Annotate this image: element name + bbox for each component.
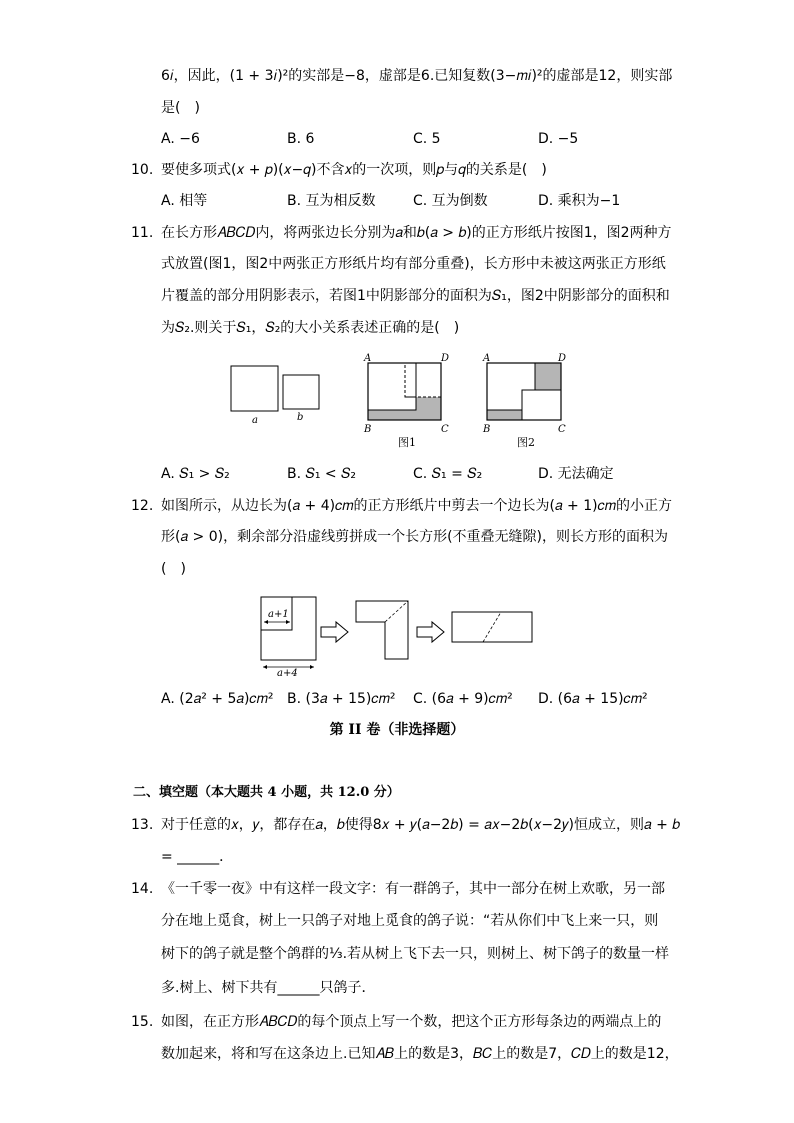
q13-text-line1: 对于任意的𝑥，𝑦，都存在𝑎，𝑏使得8𝑥 + 𝑦(𝑎−2𝑏) = 𝑎𝑥−2𝑏(𝑥−2𝑦)恒成立，则𝑎 + 𝑏 <box>161 817 681 833</box>
q10-option-c[interactable]: C. 互为倒数 <box>413 193 488 209</box>
q11-text-line1: 在长方形𝐴𝐵𝐶𝐷内，将两张边长分别为𝑎和𝑏(𝑎 > 𝑏)的正方形纸片按图1，图2两种方 <box>161 225 672 241</box>
q11-text-line3: 片覆盖的部分用阴影表示，若图1中阴影部分的面积为𝑆₁，图2中阴影部分的面积和 <box>161 288 670 304</box>
q15-text-line1: 如图，在正方形𝐴𝐵𝐶𝐷的每个顶点上写一个数，把这个正方形每条边的两端点上的 <box>161 1014 662 1030</box>
q11-text-line2: 式放置(图1，图2中两张正方形纸片均有部分重叠)，长方形中未被这两张正方形纸 <box>161 256 666 272</box>
q12-number: 12. <box>131 498 154 514</box>
q13-text-line2[interactable]: = ______． <box>161 849 234 865</box>
fig2-label-D: D <box>558 353 567 364</box>
square-b-label: b <box>297 412 304 423</box>
q13-number: 13. <box>131 817 154 833</box>
q10-number: 10. <box>131 162 154 178</box>
q14-text-line4[interactable]: 多.树上、树下共有______只鸽子． <box>161 980 376 996</box>
arrow-right-icon-2 <box>417 622 444 642</box>
q12-label-a4: a+4 <box>277 668 298 679</box>
q9-text-line1: 6𝑖，因此，(1 + 3𝑖)²的实部是−8，虚部是6.已知复数(3−𝑚𝑖)²的虚部是12，则实部 <box>161 68 673 84</box>
q9-option-a[interactable]: A. −6 <box>161 131 200 147</box>
fig2-label-B: B <box>483 424 491 435</box>
q10-option-b[interactable]: B. 互为相反数 <box>287 193 376 209</box>
q12-l-shape <box>356 601 408 659</box>
q11-figure <box>225 350 585 452</box>
q12-option-c[interactable]: C. (6𝑎 + 9)𝑐𝑚² <box>413 691 513 707</box>
fig1-label-A: A <box>364 353 372 364</box>
q9-option-d[interactable]: D. −5 <box>538 131 579 147</box>
arrow-right-icon <box>321 622 348 642</box>
figure1 <box>363 353 449 449</box>
fig2-label-A: A <box>483 353 491 364</box>
q11-option-b[interactable]: B. 𝑆₁ < 𝑆₂ <box>287 466 357 482</box>
fig1-shade-bottom <box>368 410 416 420</box>
q12-option-b[interactable]: B. (3𝑎 + 15)𝑐𝑚² <box>287 691 396 707</box>
q12-option-a[interactable]: A. (2𝑎² + 5𝑎)𝑐𝑚² <box>161 691 274 707</box>
fig1-caption: 图1 <box>398 436 416 449</box>
part2-title: 第 II 卷（非选择题） <box>329 722 465 738</box>
q14-text-line1: 《一千零一夜》中有这样一段文字：有一群鸽子，其中一部分在树上欢歌，另一部 <box>161 881 665 897</box>
q11-number: 11. <box>131 225 154 241</box>
q12-big-square <box>261 597 316 660</box>
q12-option-d[interactable]: D. (6𝑎 + 15)𝑐𝑚² <box>538 691 648 707</box>
square-a-label: a <box>252 415 258 426</box>
q11-option-c[interactable]: C. 𝑆₁ = 𝑆₂ <box>413 466 483 482</box>
q10-text-line1: 要使多项式(𝑥 + 𝑝)(𝑥−𝑞)不含𝑥的一次项，则𝑝与𝑞的关系是( ) <box>161 162 547 178</box>
section2-heading: 二、填空题（本大题共 4 小题，共 12.0 分） <box>133 785 400 800</box>
fig1-label-B: B <box>364 424 372 435</box>
square-b-shape <box>283 375 319 409</box>
q15-text-line2: 数加起来，将和写在这条边上.已知𝐴𝐵上的数是3，𝐵𝐶上的数是7，𝐶𝐷上的数是12， <box>161 1046 679 1062</box>
fig2-caption: 图2 <box>517 436 535 449</box>
q14-number: 14. <box>131 881 154 897</box>
fig2-shade-bottomleft <box>487 410 522 420</box>
fig1-shade-right <box>416 397 441 420</box>
q11-text-line4: 为𝑆₂.则关于𝑆₁，𝑆₂的大小关系表述正确的是( ) <box>161 320 460 336</box>
fig1-label-D: D <box>441 353 450 364</box>
q11-option-a[interactable]: A. 𝑆₁ > 𝑆₂ <box>161 466 230 482</box>
figure2 <box>482 353 566 449</box>
fig2-label-C: C <box>558 424 566 435</box>
q11-option-d[interactable]: D. 无法确定 <box>538 466 614 482</box>
q12-figure <box>255 594 545 680</box>
q9-option-c[interactable]: C. 5 <box>413 131 441 147</box>
q14-text-line2: 分在地上觅食，树上一只鸽子对地上觅食的鸽子说：“若从你们中飞上来一只，则 <box>161 913 659 929</box>
q15-number: 15. <box>131 1014 154 1030</box>
q10-option-d[interactable]: D. 乘积为−1 <box>538 193 621 209</box>
q12-text-line1: 如图所示，从边长为(𝑎 + 4)𝑐𝑚的正方形纸片中剪去一个边长为(𝑎 + 1)𝑐𝑚的小正方 <box>161 498 673 514</box>
square-a-shape <box>231 366 278 411</box>
q12-label-a1: a+1 <box>268 609 289 620</box>
q12-text-line3: ( ) <box>161 561 186 577</box>
q9-text-line2: 是( ) <box>161 100 200 116</box>
q10-option-a[interactable]: A. 相等 <box>161 193 208 209</box>
q12-text-line2: 形(𝑎 > 0)，剩余部分沿虚线剪拼成一个长方形(不重叠无缝隙)，则长方形的面积为 <box>161 529 668 545</box>
fig2-shade-topright <box>535 363 561 390</box>
q9-option-b[interactable]: B. 6 <box>287 131 315 147</box>
q14-text-line3: 树下的鸽子就是整个鸽群的⅓.若从树上飞下去一只，则树上、树下鸽子的数量一样 <box>161 946 670 962</box>
fig1-label-C: C <box>441 424 449 435</box>
